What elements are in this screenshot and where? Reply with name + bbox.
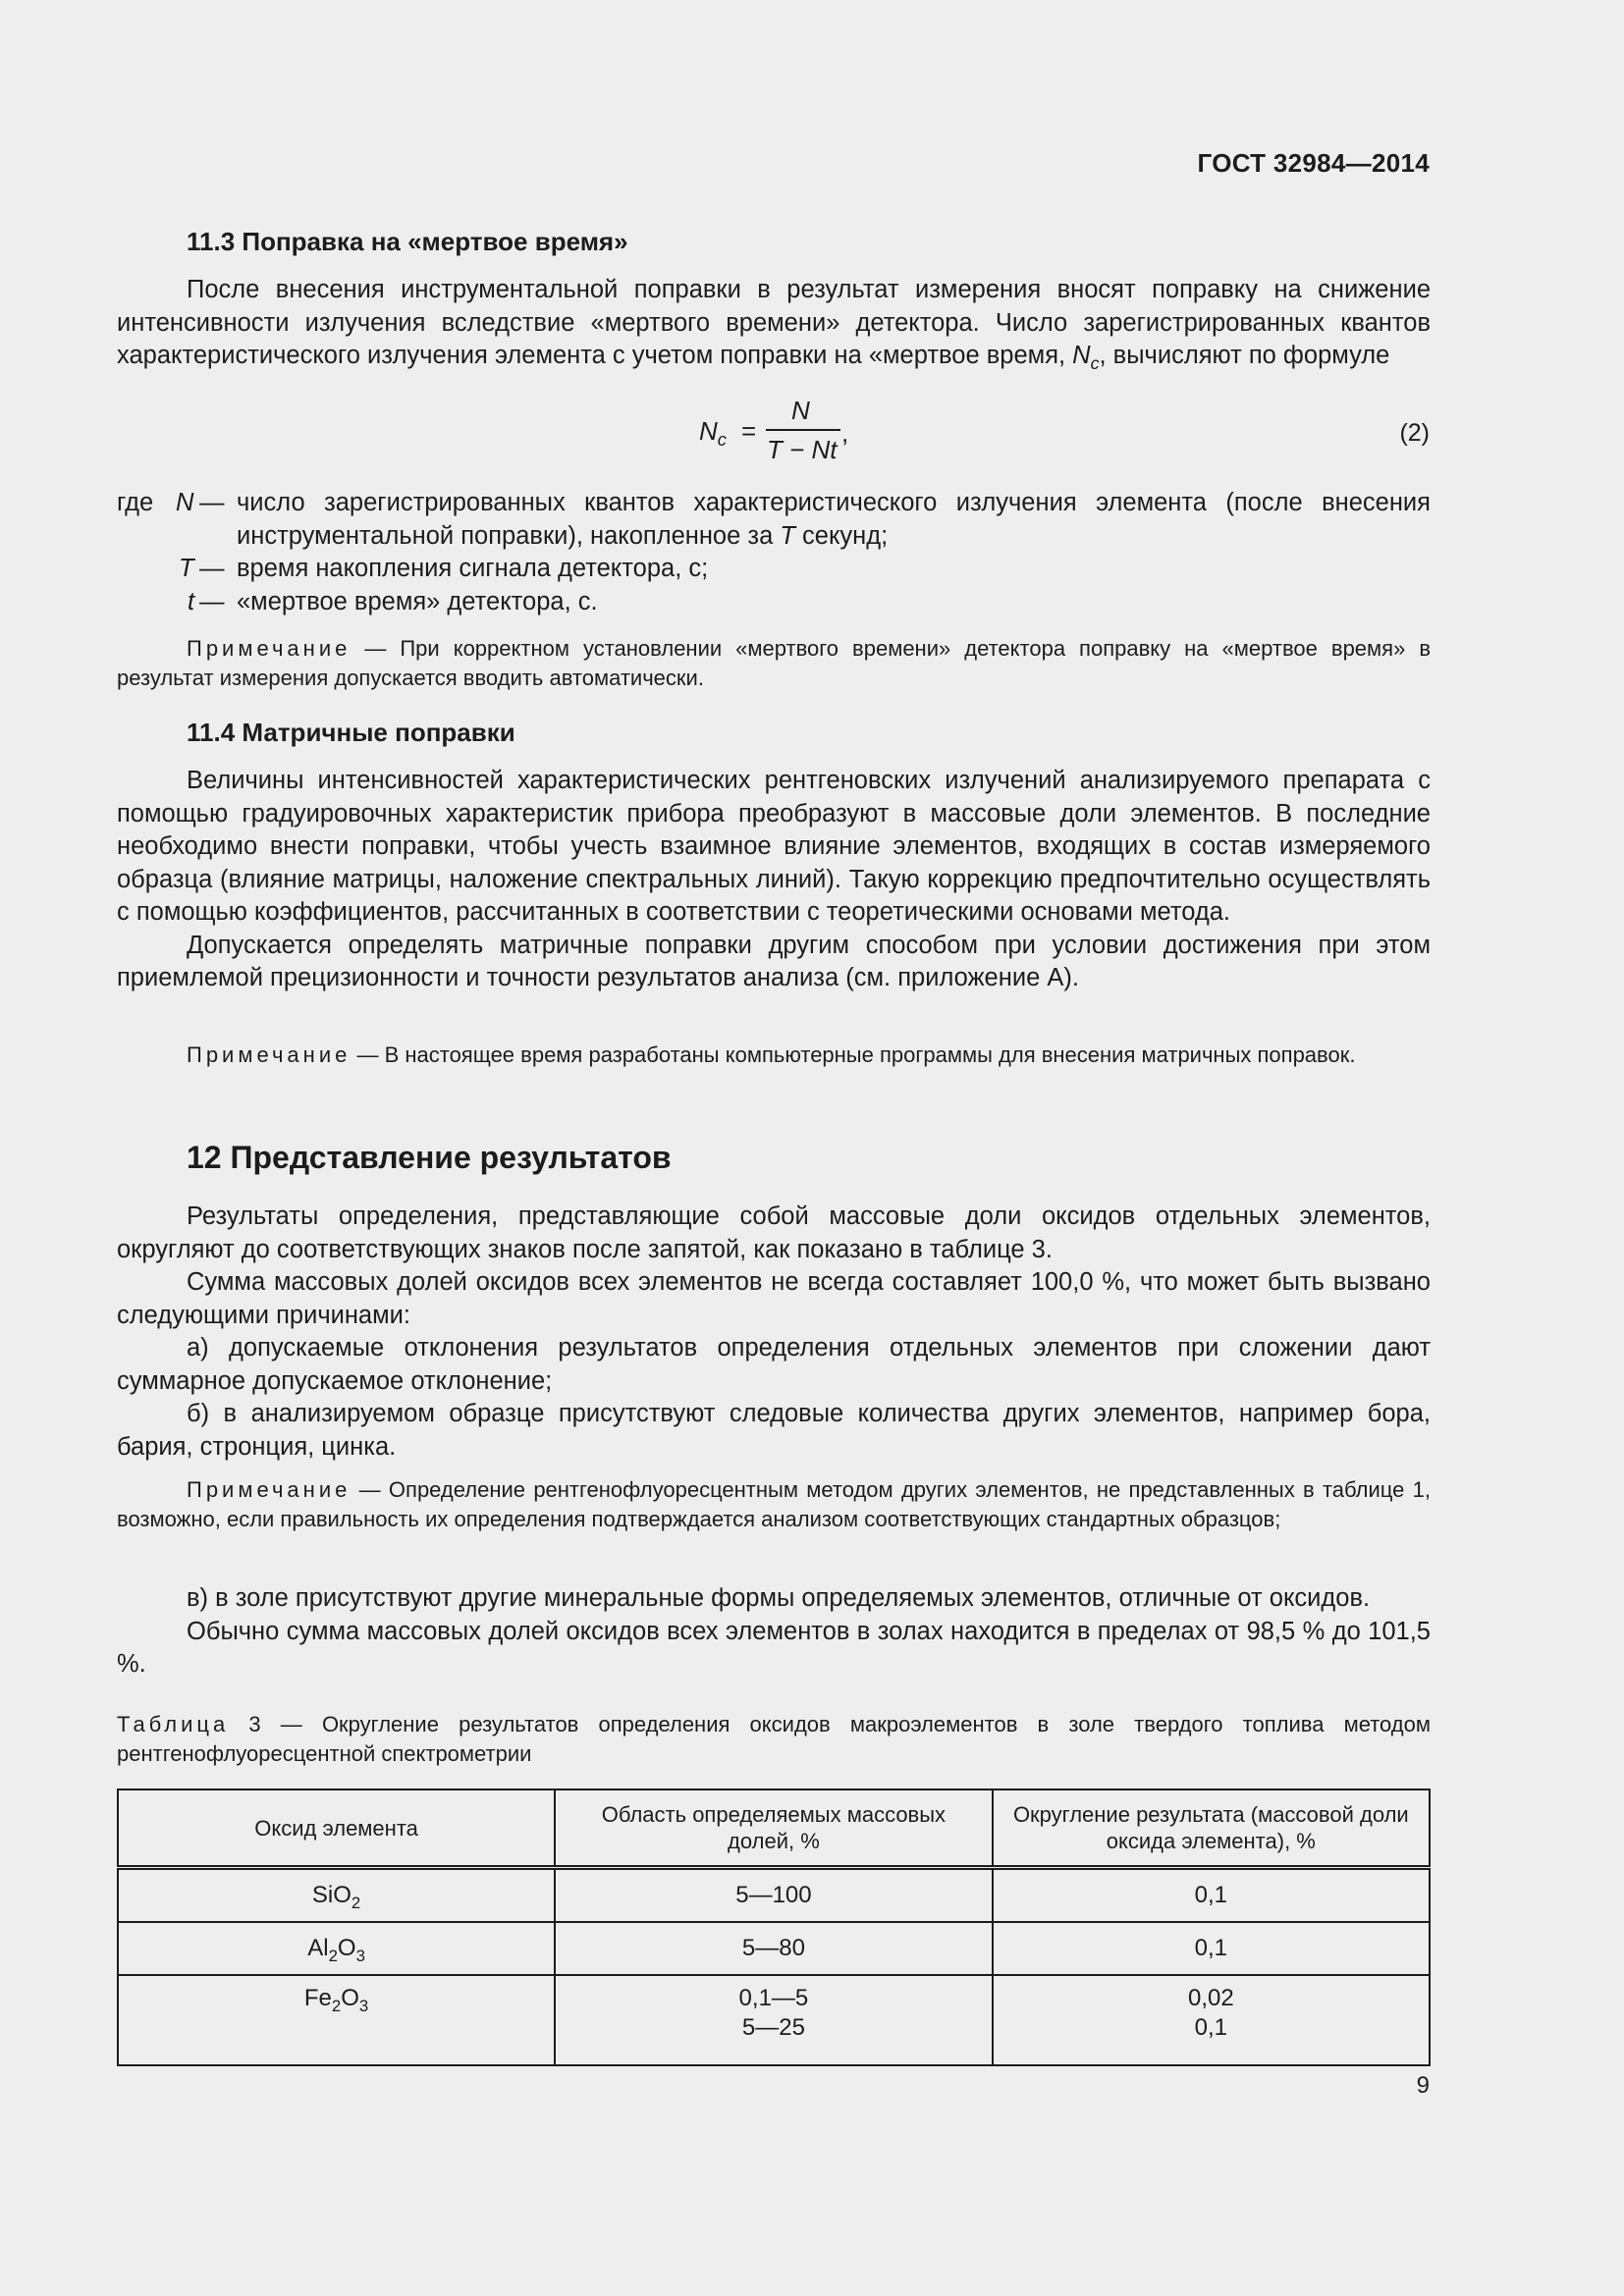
def-dash: —: [199, 489, 225, 516]
table-caption-label: Таблица: [117, 1712, 230, 1736]
equation-number: (2): [1399, 419, 1430, 447]
note-label: Примечание: [187, 1042, 352, 1067]
formula-eq: =: [741, 416, 757, 446]
section-12-title: 12 Представление результатов: [187, 1140, 672, 1175]
rounding-cell: 0,02 0,1: [993, 1975, 1430, 2065]
page-number: 9: [1416, 2072, 1430, 2099]
formula-lhs: $N_c$: [699, 416, 727, 450]
def-symbol: T: [179, 555, 194, 582]
note-text: — В настоящее время разработаны компьютерные программы для внесения матричных поправок.: [351, 1042, 1356, 1067]
section-11-4-title: 11.4 Матричные поправки: [187, 718, 515, 747]
note-11-4: [117, 1041, 1431, 1070]
table-3: [117, 1789, 1431, 2066]
paragraph: в) в золе присутствуют другие минеральные формы определяемых элементов, отличные от оксидов.: [187, 1584, 1371, 1612]
section-12-body: [117, 1201, 1431, 1464]
paragraph: Обычно сумма массовых долей оксидов всех элементов в золах находится в пределах от 98,5 % до 101,5 %.: [117, 1617, 1431, 1678]
note-11-3: [117, 634, 1431, 693]
note-12: [117, 1475, 1431, 1534]
table-row: [118, 1975, 1430, 2065]
table-3-caption: [117, 1710, 1431, 1769]
def-dash: —: [199, 555, 225, 582]
paragraph: а) допускаемые отклонения результатов определения отдельных элементов при сложении дают суммарное допускаемое отклонение;: [117, 1334, 1431, 1395]
section-11-3-text: После внесения инструментальной поправки в результат измерения вносят поправку на снижение интенсивности излучения вследствие «мертвого времени» детектора. Число зарегистрированных квантов характеристического излучения элемента с учетом поправки на «мертвое время,: [117, 276, 1431, 369]
where-label: где: [117, 489, 154, 516]
formula-comma: ,: [841, 418, 849, 448]
paragraph: Допускается определять матричные поправки другим способом при условии достижения при этом приемлемой прецизионности и точности результатов анализа (см. приложение А).: [117, 931, 1431, 991]
document-header: ГОСТ 32984—2014: [1197, 148, 1430, 178]
table-header-row: [118, 1789, 1430, 1868]
paragraph: б) в анализируемом образце присутствуют следовые количества других элементов, например бора, бария, стронция, цинка.: [117, 1400, 1431, 1461]
table-header-cell: Область определяемых массовых долей, %: [555, 1789, 992, 1868]
def-symbol: N: [176, 489, 194, 516]
table-caption-text: 3 — Округление результатов определения оксидов макроэлементов в золе твердого топлива методом рентгенофлуоресцентной спектрометрии: [117, 1712, 1431, 1766]
table-row: [118, 1922, 1430, 1975]
formula-denominator: T − Nt: [767, 435, 838, 464]
paragraph: Сумма массовых долей оксидов всех элементов не всегда составляет 100,0 %, что может быть вызвано следующими причинами:: [117, 1268, 1431, 1329]
oxide-cell: $Al_2O_3$: [118, 1922, 555, 1975]
def-text: число зарегистрированных квантов характеристического излучения элемента (после внесения инструментальной поправки), накопленное за T секунд;: [237, 489, 1431, 550]
table-row: [118, 1868, 1430, 1923]
section-12-body-2: [117, 1582, 1431, 1682]
range-cell: 5—80: [555, 1922, 992, 1975]
def-text: «мертвое время» детектора, с.: [237, 588, 598, 615]
note-text: — При корректном установлении «мертвого времени» детектора поправку на «мертвое время» в результат измерения допускается вводить автоматически.: [117, 636, 1431, 690]
paragraph: Результаты определения, представляющие собой массовые доли оксидов отдельных элементов, округляют до соответствующих знаков после запятой, как показано в таблице 3.: [117, 1202, 1431, 1263]
range-cell: 0,1—5 5—25: [555, 1975, 992, 2065]
section-11-3-paragraph: [117, 274, 1431, 373]
range-cell: 5—100: [555, 1868, 992, 1923]
rounding-cell: 0,1: [993, 1922, 1430, 1975]
rounding-cell: 0,1: [993, 1868, 1430, 1923]
oxide-cell: $Fe_2O_3$: [118, 1975, 555, 2065]
def-text: время накопления сигнала детектора, с;: [237, 555, 709, 582]
fraction-bar: [766, 429, 840, 431]
note-label: Примечание: [187, 636, 352, 661]
section-11-3-text-tail: , вычисляют по формуле: [1099, 342, 1390, 369]
note-text: — Определение рентгенофлуоресцентным методом других элементов, не представленных в таблице 1, возможно, если правильность их определения подтверждается анализом соответствующих стандартных образцов;: [117, 1477, 1431, 1531]
formula-numerator: N: [791, 396, 810, 425]
def-symbol: t: [188, 588, 195, 615]
paragraph: Величины интенсивностей характеристических рентгеновских излучений анализируемого препарата с помощью градуировочных характеристик прибора преобразуют в массовые доли элементов. В последние необходимо внести поправки, чтобы учесть взаимное влияние элементов, входящих в состав измеряемого образца (влияние матрицы, наложение спектральных линий). Такую коррекцию предпочтительно осуществлять с помощью коэффициентов, рассчитанных в соответствии с теоретическими основами метода.: [117, 767, 1431, 926]
var-n: N: [1072, 342, 1091, 369]
var-c: c: [1090, 353, 1100, 373]
table-header-cell: Округление результата (массовой доли оксида элемента), %: [993, 1789, 1430, 1868]
section-11-3-title: 11.3 Поправка на «мертвое время»: [187, 227, 628, 256]
def-dash: —: [199, 588, 225, 615]
table-header-cell: Оксид элемента: [118, 1789, 555, 1868]
section-11-4-body: [117, 765, 1431, 995]
note-label: Примечание: [187, 1477, 352, 1502]
oxide-cell: SiO$_2$: [118, 1868, 555, 1923]
